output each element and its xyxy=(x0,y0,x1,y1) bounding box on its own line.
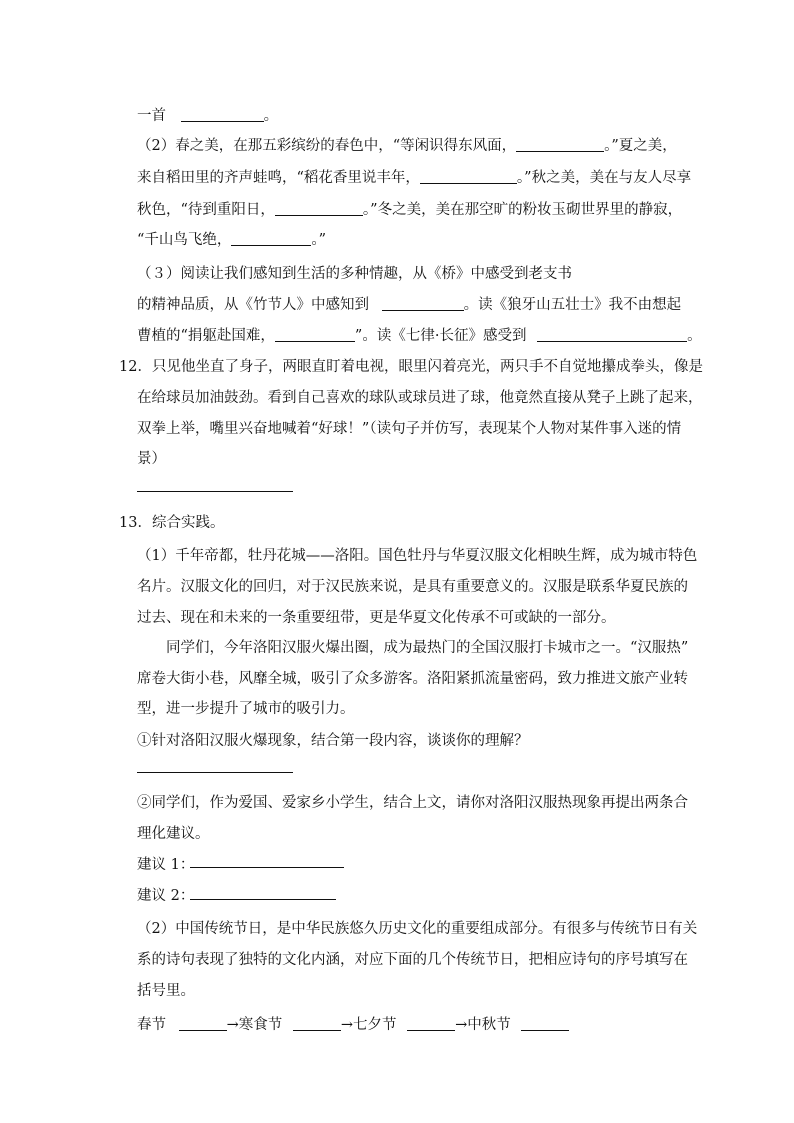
text-line: 的精神品质，从《竹节人》中感知到 。读《狼牙山五壮士》我不由想起 xyxy=(137,297,682,313)
answer-line[interactable] xyxy=(137,772,293,773)
text-line: “千山鸟飞绝， 。” xyxy=(137,232,327,248)
festival-qingming: →寒食节 xyxy=(226,1017,283,1033)
text-line: 在给球员加油鼓劲。看到自己喜欢的球队或球员进了球，他竟然直接从凳子上跳了起来， xyxy=(137,390,703,406)
question-13-title: 13．综合实践。 xyxy=(119,515,225,531)
answer-blank[interactable] xyxy=(537,327,687,342)
text-line: （2）中国传统节日，是中华民族悠久历史文化的重要组成部分。有很多与传统节日有关 xyxy=(137,921,698,937)
text-line: （2）春之美，在那五彩缤纷的春色中，“等闲识得东风面， 。”夏之美， xyxy=(137,138,677,154)
answer-blank[interactable] xyxy=(275,201,363,216)
text-line: 来自稻田里的齐声蛙鸣，“稻花香里说丰年， 。”秋之美，美在与友人尽享 xyxy=(137,170,692,186)
text-line: 型，进一步提升了城市的吸引力。 xyxy=(137,701,355,717)
answer-line[interactable] xyxy=(137,491,293,492)
text-line: 一首 。 xyxy=(137,108,279,124)
question-12-line: 12．只见他坐直了身子，两眼直盯着电视，眼里闪着亮光，两只手不自觉地攥成拳头，像是 xyxy=(119,359,703,375)
suggestion-1-label: 建议 1： xyxy=(137,857,195,873)
answer-blank[interactable] xyxy=(420,169,517,184)
text-line: 理化建议。 xyxy=(137,826,210,842)
text-line: 同学们，今年洛阳汉服火爆出圈，成为最热门的全国汉服打卡城市之一。“汉服热” xyxy=(166,640,689,656)
text-line: 系的诗句表现了独特的文化内涵，对应下面的几个传统节日，把相应诗句的序号填写在 xyxy=(137,952,688,968)
text-line: （３）阅读让我们感知到生活的多种情趣，从《桥》中感受到老支书 xyxy=(137,266,572,282)
sub-question-1: ①针对洛阳汉服火爆现象，结合第一段内容，谈谈你的理解？ xyxy=(137,733,529,749)
text-line: （1）千年帝都，牡丹花城——洛阳。国色牡丹与华夏汉服文化相映生辉，成为城市特色 xyxy=(137,548,698,564)
suggestion-2-field[interactable] xyxy=(190,899,336,900)
festival-sequence xyxy=(137,1013,569,1034)
text-line: 双拳上举，嘴里兴奋地喊着“好球！”（读句子并仿写，表现某个人物对某件事入迷的情 xyxy=(137,421,682,437)
festival-blank-2[interactable] xyxy=(293,1016,341,1031)
festival-qixi: →七夕节 xyxy=(340,1017,397,1033)
festival-blank-1[interactable] xyxy=(179,1016,227,1031)
festival-blank-4[interactable] xyxy=(521,1016,569,1031)
text-line: 秋色，“待到重阳日， 。”冬之美，美在那空旷的粉妆玉砌世界里的静寂， xyxy=(137,202,683,218)
suggestion-2-label: 建议 2： xyxy=(137,888,195,904)
text-line: 景） xyxy=(137,451,166,467)
text-line: 席卷大街小巷，风靡全城，吸引了众多游客。洛阳紧抓流量密码，致力推进文旅产业转 xyxy=(137,671,688,687)
answer-blank[interactable] xyxy=(181,107,264,122)
answer-blank[interactable] xyxy=(382,296,464,311)
text-line: 名片。汉服文化的回归，对于汉民族来说，是具有重要意义的。汉服是联系华夏民族的 xyxy=(137,579,688,595)
answer-blank[interactable] xyxy=(275,327,355,342)
answer-blank[interactable] xyxy=(231,231,311,246)
text-line: 括号里。 xyxy=(137,983,195,999)
festival-blank-3[interactable] xyxy=(407,1016,455,1031)
text-line: 曹植的“捐躯赴国难， ”。读《七律·长征》感受到 。 xyxy=(137,328,702,344)
sub-question-2: ②同学们，作为爱国、爱家乡小学生，结合上文，请你对洛阳汉服热现象再提出两条合 xyxy=(137,795,688,811)
suggestion-1-field[interactable] xyxy=(190,867,344,868)
festival-midautumn: →中秋节 xyxy=(455,1017,511,1033)
answer-blank[interactable] xyxy=(516,137,604,152)
text-line: 过去、现在和未来的一条重要纽带，更是华夏文化传承不可或缺的一部分。 xyxy=(137,610,616,626)
festival-spring: 春节 xyxy=(137,1017,166,1033)
